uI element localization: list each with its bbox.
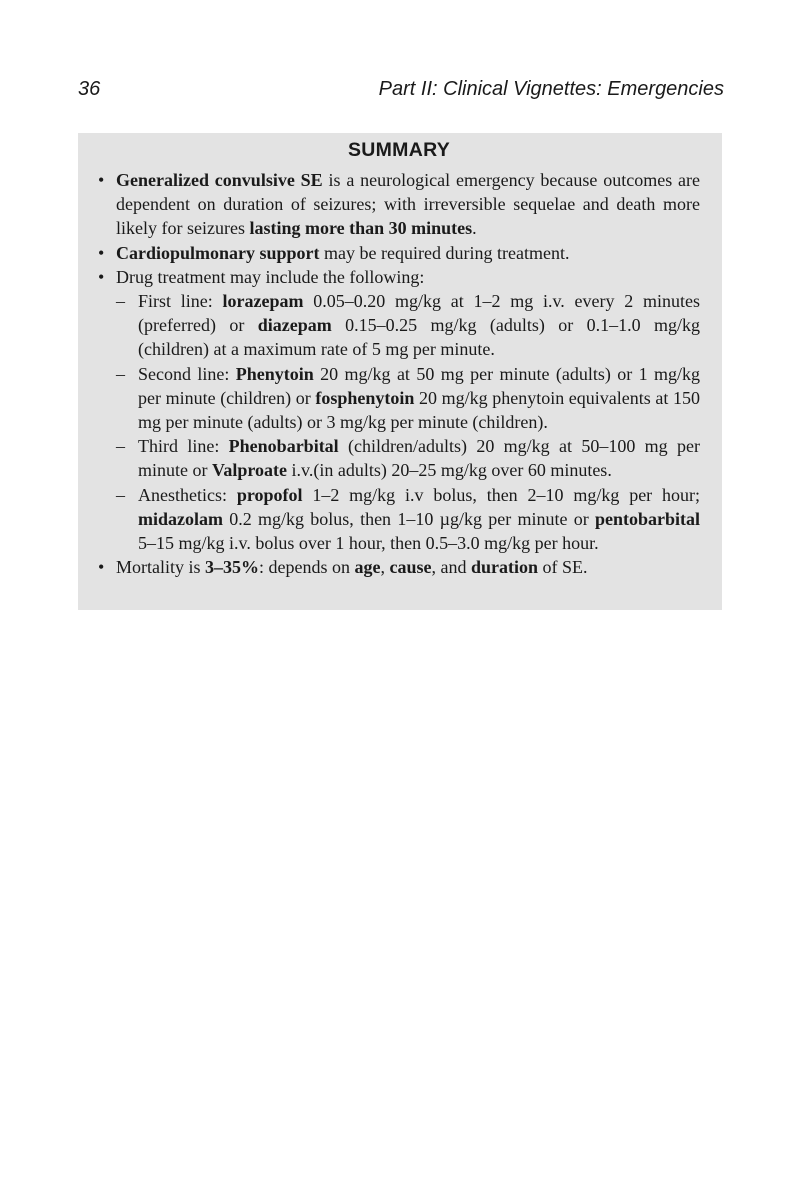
drug-treatment-list: [116, 289, 700, 555]
running-title: Part II: Clinical Vignettes: Emergencies: [378, 78, 724, 100]
bullet-icon: •: [98, 170, 105, 190]
bullet-icon: •: [98, 242, 105, 263]
summary-bullet-mortality: • Mortality is 3–35%: depends on age, cause, and duration of SE.: [98, 555, 700, 579]
summary-bullet-cardiopulmonary: • Cardiopulmonary support may be required during treatment.: [98, 241, 700, 265]
page-number: 36: [78, 78, 101, 100]
summary-bullet-seizure-duration: • Generalized convulsive SE is a neurological emergency because outcomes are dependent on duration of seizures; with irreversible sequelae and death more likely for seizures lasting more than 30 minutes.: [98, 170, 700, 239]
dash-icon: –: [116, 436, 125, 457]
treatment-first-line: – First line: lorazepam 0.05–0.20 mg/kg at 1–2 mg i.v. every 2 minutes (preferred) or diazepam 0.15–0.25 mg/kg (adults) or 0.1–1.0 mg/kg (children) at a maximum rate of 5 mg per minute.: [116, 291, 700, 360]
treatment-second-line: – Second line: Phenytoin 20 mg/kg at 50 mg per minute (adults) or 1 mg/kg per minute (children) or fosphenytoin 20 mg/kg phenytoin equivalents at 150 mg per minute (adults) or 3 mg/kg per minute (children).: [116, 363, 701, 433]
summary-bullet-drug-treatment: • Drug treatment may include the following: – First line: lorazepam 0.05–0.20 mg/kg at 1–2 mg i.v. every 2 minutes (preferred) or diazepam 0.15–0.25 mg/kg (adults) or 0.1–1.0 mg/kg (children) at a maximum rate of 5 mg per minute. – Second line: Phenytoin 20 mg/kg at 50 mg per minute (adults) or 1 mg/kg per minute (children) or fosphenytoin 20 mg/kg phenytoin equivalents at 150 mg per minute (adults) or 3 mg/kg per minute (children). – Third line: Phenobarbital (children/adults) 20 mg/kg at 50–100 mg per minute or Valproate i.v.(in adults) 20–25 mg/kg over 60 minutes. – Anesthetics: propofol 1–2 mg/kg i.v bolus, then 2–10 mg/kg per hour; midazolam 0.2 mg/kg bolus, then 1–10 µg/kg per minute or pentobarbital 5–15 mg/kg i.v. bolus over 1 hour, then 0.5–3.0 mg/kg per hour.: [98, 265, 700, 555]
dash-icon: –: [116, 291, 125, 312]
summary-box: [78, 133, 722, 610]
treatment-anesthetics: – Anesthetics: propofol 1–2 mg/kg i.v bolus, then 2–10 mg/kg per hour; midazolam 0.2 mg/kg bolus, then 1–10 µg/kg per minute or pentobarbital 5–15 mg/kg i.v. bolus over 1 hour, then 0.5–3.0 mg/kg per hour.: [116, 484, 701, 554]
summary-heading: SUMMARY: [347, 139, 451, 161]
bullet-icon: •: [98, 266, 105, 287]
treatment-third-line: – Third line: Phenobarbital (children/adults) 20 mg/kg at 50–100 mg per minute or Valproate i.v.(in adults) 20–25 mg/kg over 60 minutes.: [116, 436, 701, 481]
summary-list: [98, 168, 700, 579]
dash-icon: –: [116, 484, 125, 505]
bullet-icon: •: [98, 557, 105, 578]
dash-icon: –: [116, 363, 125, 384]
